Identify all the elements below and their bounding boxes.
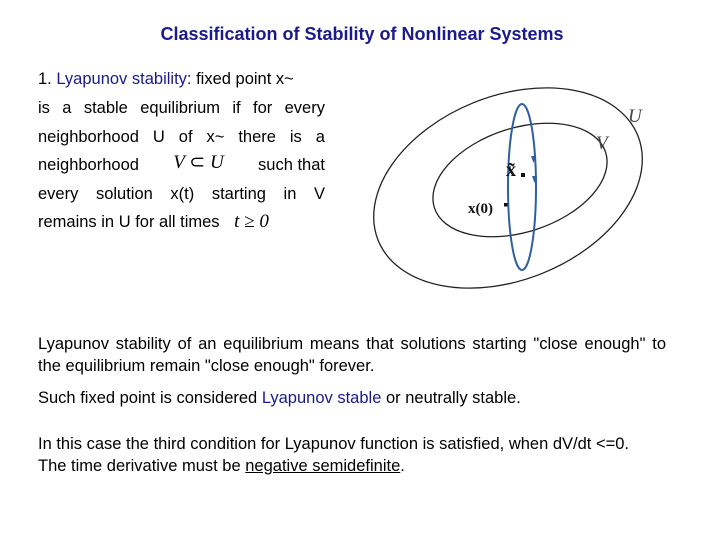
condition-line-2 xyxy=(38,455,666,477)
word: starting xyxy=(211,185,266,203)
term-lyapunov-stable: Lyapunov stable xyxy=(261,389,382,407)
label-U: U xyxy=(628,106,642,127)
word: x~ xyxy=(206,128,225,146)
condition-line-1: In this case the third condition for Lyapunov function is satisfied, when dV/dt <=0. xyxy=(38,435,629,453)
word: a xyxy=(315,128,325,146)
word: is xyxy=(38,99,50,117)
word: x(t) xyxy=(170,185,195,203)
definition-term: Lyapunov stability: xyxy=(56,70,192,88)
term-negative-semidefinite: negative semidefinite xyxy=(245,457,401,475)
trajectory-orbit xyxy=(508,104,537,270)
word: every xyxy=(284,99,325,117)
word: neighborhood xyxy=(38,156,139,174)
definition-line-6 xyxy=(38,212,325,232)
label-V: V xyxy=(596,133,608,154)
time-condition-formula: t ≥ 0 xyxy=(234,211,269,232)
subset-formula: V ⊂ U xyxy=(173,152,224,173)
slide-title: Classification of Stability of Nonlinear Systems xyxy=(160,24,564,44)
word: solution xyxy=(95,185,153,203)
word: stable xyxy=(83,99,128,117)
word: such that xyxy=(258,156,325,174)
word: equilibrium xyxy=(140,99,221,117)
word: U xyxy=(152,128,165,146)
definition-line-1 xyxy=(38,69,325,89)
word: is xyxy=(289,128,302,146)
label-initial-state: x(0) xyxy=(468,201,493,217)
text: Such fixed point is considered xyxy=(38,389,262,407)
word: every xyxy=(38,185,79,203)
paragraph-condition xyxy=(38,433,666,477)
word: in xyxy=(283,185,297,203)
word: if xyxy=(232,99,241,117)
paragraph-classification xyxy=(38,387,666,409)
initial-point xyxy=(504,203,508,207)
definition-line-3 xyxy=(38,127,325,147)
word: there xyxy=(238,128,276,146)
label-equilibrium: x̃ xyxy=(506,159,516,181)
equilibrium-point xyxy=(521,173,525,177)
paragraph-meaning: Lyapunov stability of an equilibrium means that solutions starting "close enough" to the equilibrium remain "close enough" forever. xyxy=(38,335,666,375)
word: neighborhood xyxy=(38,128,139,146)
definition-number: 1. xyxy=(38,70,52,88)
text: The time derivative must be xyxy=(38,457,246,475)
text: or neutrally stable. xyxy=(381,389,521,407)
definition-line-5 xyxy=(38,184,325,204)
outer-neighborhood-U xyxy=(360,70,660,300)
text: . xyxy=(400,457,405,475)
definition-line-1-rest: fixed point x~ xyxy=(196,70,294,88)
word: remains in U for all times xyxy=(38,213,220,231)
word: of xyxy=(178,128,193,146)
word: a xyxy=(62,99,72,117)
word: for xyxy=(252,99,273,117)
definition-line-2 xyxy=(38,98,325,118)
stability-diagram xyxy=(360,70,660,300)
definition-line-4 xyxy=(38,152,325,175)
word: V xyxy=(313,185,325,203)
inner-neighborhood-V xyxy=(418,103,621,258)
